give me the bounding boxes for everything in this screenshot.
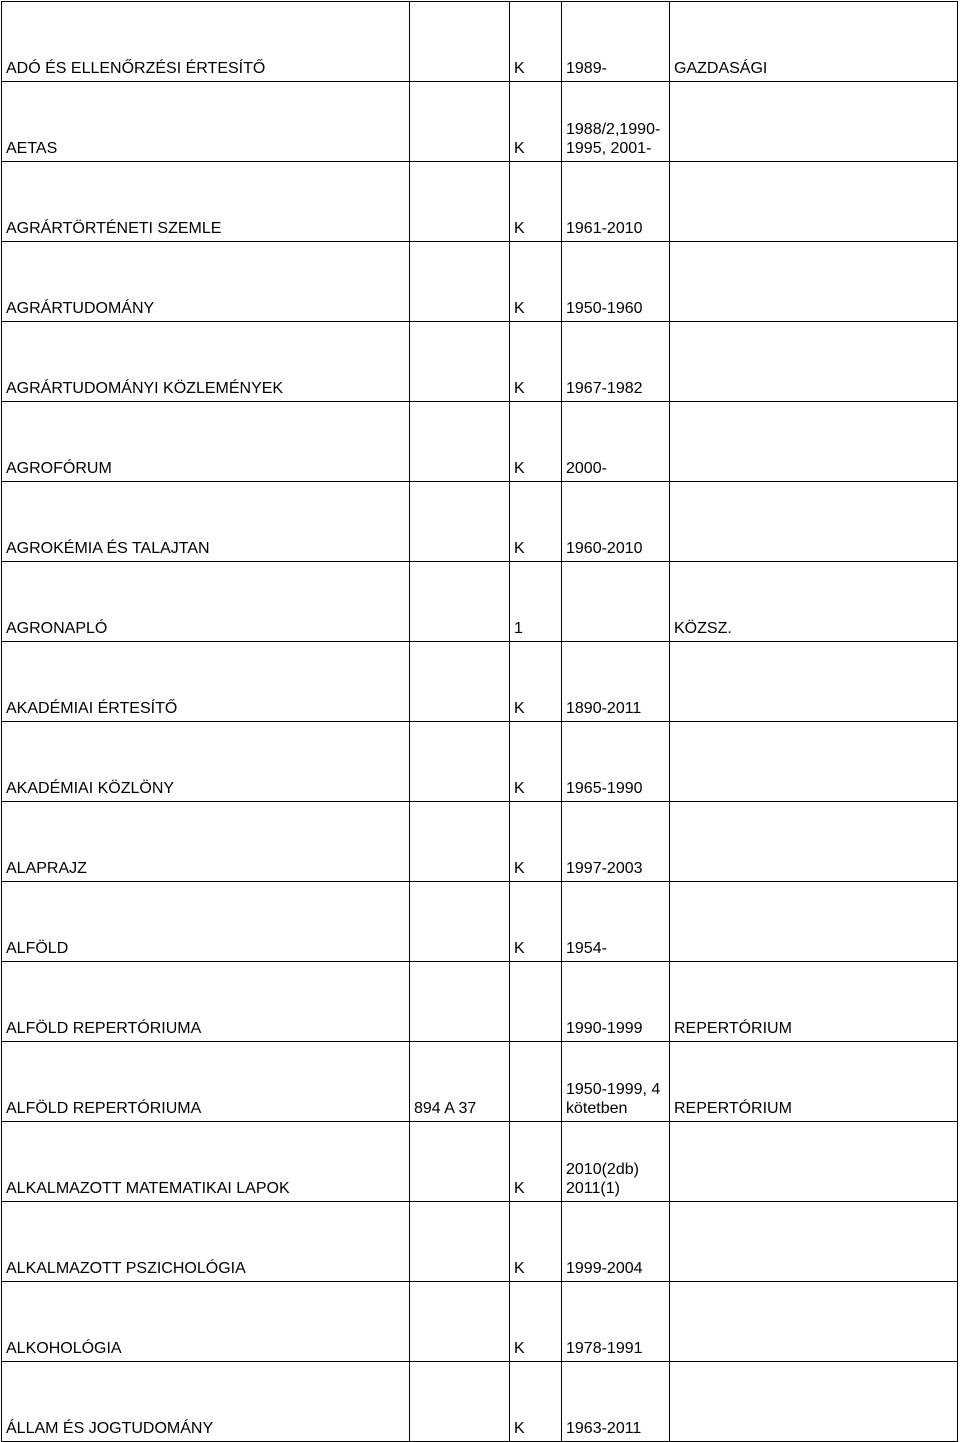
years-cell: 1960-2010 xyxy=(562,482,670,562)
call-number-cell xyxy=(410,562,510,642)
table-row xyxy=(2,1282,958,1362)
table-row xyxy=(2,1202,958,1282)
title-cell: AKADÉMIAI ÉRTESÍTŐ xyxy=(2,642,410,722)
table-row xyxy=(2,322,958,402)
type-cell xyxy=(510,962,562,1042)
note-cell xyxy=(670,1282,958,1362)
table-row xyxy=(2,802,958,882)
title-cell: ADÓ ÉS ELLENŐRZÉSI ÉRTESÍTŐ xyxy=(2,2,410,82)
note-cell xyxy=(670,482,958,562)
years-cell: 1961-2010 xyxy=(562,162,670,242)
table-row xyxy=(2,482,958,562)
note-cell xyxy=(670,162,958,242)
call-number-cell xyxy=(410,402,510,482)
years-cell: 1978-1991 xyxy=(562,1282,670,1362)
years-cell: 1997-2003 xyxy=(562,802,670,882)
note-cell: GAZDASÁGI xyxy=(670,2,958,82)
call-number-cell xyxy=(410,642,510,722)
table-row xyxy=(2,1362,958,1442)
years-cell: 1999-2004 xyxy=(562,1202,670,1282)
note-cell: REPERTÓRIUM xyxy=(670,1042,958,1122)
title-cell: AKADÉMIAI KÖZLÖNY xyxy=(2,722,410,802)
years-cell: 1967-1982 xyxy=(562,322,670,402)
table-row xyxy=(2,162,958,242)
call-number-cell xyxy=(410,722,510,802)
type-cell: K xyxy=(510,1362,562,1442)
note-cell xyxy=(670,1202,958,1282)
call-number-cell xyxy=(410,82,510,162)
call-number-cell xyxy=(410,802,510,882)
type-cell: K xyxy=(510,722,562,802)
call-number-cell xyxy=(410,1122,510,1202)
table-row xyxy=(2,402,958,482)
type-cell: K xyxy=(510,1282,562,1362)
table-row xyxy=(2,82,958,162)
title-cell: AGROFÓRUM xyxy=(2,402,410,482)
title-cell: AGRÁRTUDOMÁNY xyxy=(2,242,410,322)
call-number-cell xyxy=(410,162,510,242)
call-number-cell xyxy=(410,1362,510,1442)
table-row xyxy=(2,562,958,642)
years-cell xyxy=(562,562,670,642)
note-cell xyxy=(670,1122,958,1202)
title-cell: ALFÖLD REPERTÓRIUMA xyxy=(2,1042,410,1122)
years-cell: 1989- xyxy=(562,2,670,82)
title-cell: ALKOHOLÓGIA xyxy=(2,1282,410,1362)
type-cell: K xyxy=(510,882,562,962)
type-cell: K xyxy=(510,402,562,482)
years-cell: 1963-2011 xyxy=(562,1362,670,1442)
title-cell: ALKALMAZOTT PSZICHOLÓGIA xyxy=(2,1202,410,1282)
years-cell: 1988/2,1990- 1995, 2001- xyxy=(562,82,670,162)
type-cell: K xyxy=(510,2,562,82)
table-row xyxy=(2,242,958,322)
years-cell: 1890-2011 xyxy=(562,642,670,722)
title-cell: ALAPRAJZ xyxy=(2,802,410,882)
title-cell: AGROKÉMIA ÉS TALAJTAN xyxy=(2,482,410,562)
note-cell: REPERTÓRIUM xyxy=(670,962,958,1042)
note-cell xyxy=(670,1362,958,1442)
table-row xyxy=(2,1042,958,1122)
type-cell: K xyxy=(510,162,562,242)
call-number-cell xyxy=(410,1202,510,1282)
years-cell: 1950-1960 xyxy=(562,242,670,322)
type-cell: K xyxy=(510,242,562,322)
type-cell: K xyxy=(510,642,562,722)
title-cell: AGRONAPLÓ xyxy=(2,562,410,642)
call-number-cell xyxy=(410,242,510,322)
type-cell: K xyxy=(510,802,562,882)
title-cell: ALKALMAZOTT MATEMATIKAI LAPOK xyxy=(2,1122,410,1202)
note-cell xyxy=(670,322,958,402)
title-cell: ALFÖLD xyxy=(2,882,410,962)
table-row xyxy=(2,642,958,722)
title-cell: ÁLLAM ÉS JOGTUDOMÁNY xyxy=(2,1362,410,1442)
call-number-cell xyxy=(410,2,510,82)
type-cell xyxy=(510,1042,562,1122)
call-number-cell xyxy=(410,482,510,562)
table-row xyxy=(2,882,958,962)
note-cell xyxy=(670,882,958,962)
years-cell: 1950-1999, 4 kötetben xyxy=(562,1042,670,1122)
note-cell xyxy=(670,242,958,322)
years-cell: 1990-1999 xyxy=(562,962,670,1042)
note-cell: KÖZSZ. xyxy=(670,562,958,642)
title-cell: AGRÁRTUDOMÁNYI KÖZLEMÉNYEK xyxy=(2,322,410,402)
years-cell: 1965-1990 xyxy=(562,722,670,802)
note-cell xyxy=(670,802,958,882)
note-cell xyxy=(670,642,958,722)
call-number-cell: 894 A 37 xyxy=(410,1042,510,1122)
table-body xyxy=(2,2,958,1442)
title-cell: AETAS xyxy=(2,82,410,162)
call-number-cell xyxy=(410,962,510,1042)
type-cell: K xyxy=(510,322,562,402)
type-cell: K xyxy=(510,1202,562,1282)
years-cell: 2000- xyxy=(562,402,670,482)
title-cell: ALFÖLD REPERTÓRIUMA xyxy=(2,962,410,1042)
table-row xyxy=(2,962,958,1042)
note-cell xyxy=(670,82,958,162)
note-cell xyxy=(670,402,958,482)
years-cell: 2010(2db) 2011(1) xyxy=(562,1122,670,1202)
type-cell: K xyxy=(510,482,562,562)
table-row xyxy=(2,722,958,802)
periodicals-table xyxy=(1,1,958,1442)
table-row xyxy=(2,1122,958,1202)
type-cell: K xyxy=(510,1122,562,1202)
note-cell xyxy=(670,722,958,802)
call-number-cell xyxy=(410,882,510,962)
table-row xyxy=(2,2,958,82)
call-number-cell xyxy=(410,1282,510,1362)
years-cell: 1954- xyxy=(562,882,670,962)
call-number-cell xyxy=(410,322,510,402)
type-cell: 1 xyxy=(510,562,562,642)
title-cell: AGRÁRTÖRTÉNETI SZEMLE xyxy=(2,162,410,242)
type-cell: K xyxy=(510,82,562,162)
